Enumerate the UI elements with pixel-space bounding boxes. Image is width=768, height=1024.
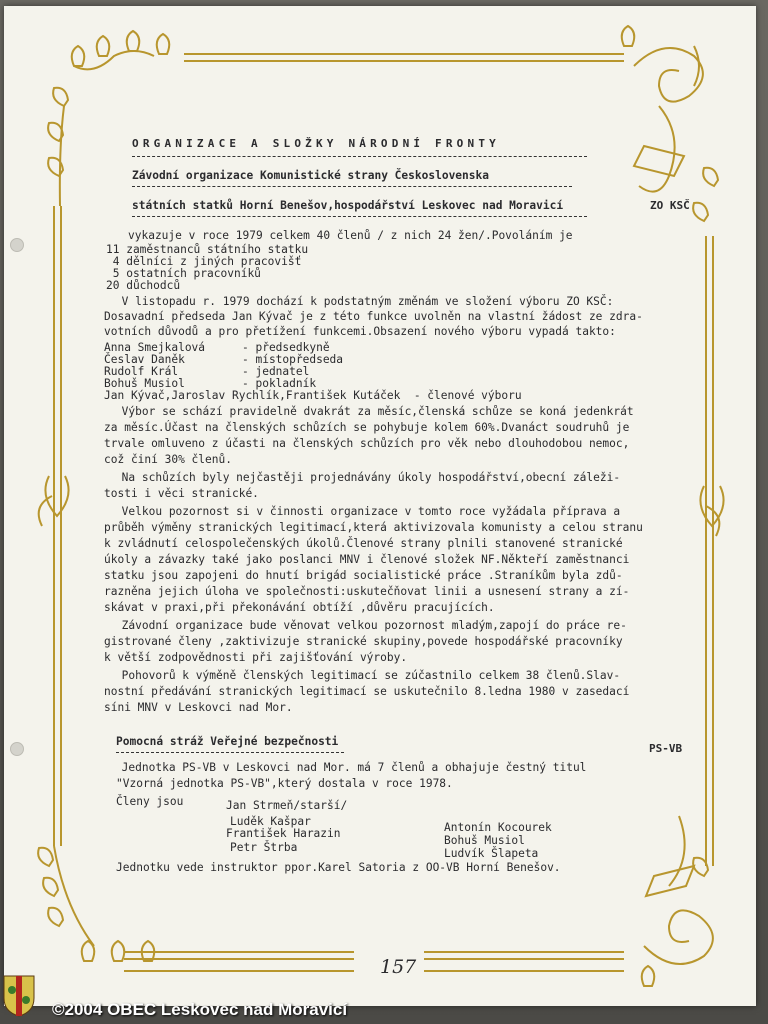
committee-role-1: - předsedkyně — [242, 341, 330, 354]
committee-role-3: - jednatel — [242, 365, 310, 378]
para5-line-3: k větší zodpovědnosti při zajišťování výroby. — [104, 651, 408, 664]
committee-role-2: - místopředseda — [242, 353, 344, 366]
para7-line-1: Jednotka PS-VB v Leskovci nad Mor. má 7 členů a obhajuje čestný titul — [88, 761, 587, 774]
member-right-1: Antonín Kocourek — [444, 821, 552, 834]
copyright-text: ©2004 OBEC Leskovec nad Moravicí — [52, 1000, 348, 1019]
member-left-4: Petr Štrba — [230, 841, 298, 854]
para6-line-3: síni MNV v Leskovci nad Mor. — [104, 701, 293, 714]
committee-name-4: Bohuš Musiol — [104, 377, 185, 390]
page-number: 157 — [380, 956, 417, 978]
subtitle-organization: Závodní organizace Komunistické strany Československa — [132, 169, 489, 182]
employment-4: 20 důchodců — [106, 279, 181, 292]
document-title: ORGANIZACE A SLOŽKY NÁRODNÍ FRONTY — [132, 137, 500, 150]
committee-name-1: Anna Smejkalová — [104, 341, 206, 354]
para4-line-3: k zvládnutí celospolečenských úkolů.Členové strany plnili stanovené stranické — [104, 537, 623, 550]
municipality-coat-of-arms-icon — [2, 974, 36, 1018]
para4-line-7: skávat v praxi,při překonávání obtíží ,důvěru pracujících. — [104, 601, 495, 614]
para3-line-1: Na schůzích byly nejčastěji projednávány úkoly hospodářství,obecní záleži- — [88, 471, 621, 484]
para2-line-1: Výbor se schází pravidelně dvakrát za měsíc,členská schůze se koná jedenkrát — [88, 405, 634, 418]
document-page — [4, 6, 756, 1006]
para4-line-4: úkoly a závazky také jako poslanci MNV i členové složek NF.Někteří zaměstnanci — [104, 553, 630, 566]
para2-line-3: trvale omluveno z účasti na členských schůzích pro věk nebo dlouhodobou nemoc, — [104, 437, 630, 450]
margin-note-ps-vb: PS-VB — [649, 742, 683, 755]
para4-line-6: razněna jejich úloha ve společnosti:uskutečňovat linii a usnesení strany a zí- — [104, 585, 630, 598]
members-label: Členy jsou — [116, 795, 184, 808]
para2-line-2: za měsíc.Účast na členských schůzích se pohybuje kolem 60%.Dvanáct soudruhů je — [104, 421, 630, 434]
section2-rule — [116, 752, 344, 753]
committee-name-2: Česlav Daněk — [104, 353, 185, 366]
committee-role-4: - pokladník — [242, 377, 317, 390]
title-rule — [132, 156, 587, 157]
member-left-3: František Harazin — [226, 827, 341, 840]
para4-line-5: statku jsou zapojeni do hnutí brigád socialistické práce .Straníkům byla zdů- — [104, 569, 623, 582]
employment-2: 4 dělníci z jiných pracovišť — [106, 255, 302, 268]
margin-note-zo-ksc: ZO KSČ — [650, 199, 690, 212]
para3-line-2: tosti i věci stranické. — [104, 487, 259, 500]
subtitle-rule-1 — [132, 186, 572, 187]
para6-line-1: Pohovorů k výměně členských legitimací se zúčastnilo celkem 38 členů.Slav- — [88, 669, 621, 682]
para6-line-2: nostní předávání stranických legitimací se uskutečnilo 8.ledna 1980 v zasedací — [104, 685, 630, 698]
subtitle-rule-2 — [132, 216, 587, 217]
committee-name-3: Rudolf Král — [104, 365, 179, 378]
para7-line-2: "Vzorná jednotka PS-VB",který dostala v roce 1978. — [116, 777, 453, 790]
para5-line-2: gistrované členy ,zaktivizuje stranické skupiny,povede hospodářské pracovníky — [104, 635, 623, 648]
committee-members-line: Jan Kývač,Jaroslav Rychlík,František Kutáček - členové výboru — [104, 389, 522, 402]
photo-footer — [0, 996, 768, 1024]
para5-line-1: Závodní organizace bude věnovat velkou pozornost mladým,zapojí do práce re- — [88, 619, 627, 632]
member-left-1: Jan Strmeň/starší/ — [226, 799, 348, 812]
section2-title: Pomocná stráž Veřejné bezpečnosti — [116, 735, 339, 748]
intro-line: vykazuje v roce 1979 celkem 40 členů / z nich 24 žen/.Povoláním je — [128, 229, 573, 242]
subtitle-state-farms: státních statků Horní Benešov,hospodářství Leskovec nad Moravicí — [132, 199, 564, 212]
para1-line-3: votních důvodů a pro přetížení funkcemi.Obsazení nového výboru vypadá takto: — [104, 325, 616, 338]
para1-line-2: Dosavadní předseda Jan Kývač je z této funkce uvolněn na vlastní žádost ze zdra- — [104, 310, 643, 323]
employment-1: 11 zaměstnanců státního statku — [106, 243, 309, 256]
employment-3: 5 ostatních pracovníků — [106, 267, 261, 280]
member-left-2: Luděk Kašpar — [230, 815, 311, 828]
member-right-2: Bohuš Musiol — [444, 834, 525, 847]
para1-line-1: V listopadu r. 1979 dochází k podstatným změnám ve složení výboru ZO KSČ: — [88, 295, 614, 308]
member-right-3: Ludvík Šlapeta — [444, 847, 539, 860]
para2-line-4: což činí 30% členů. — [104, 453, 232, 466]
para4-line-1: Velkou pozornost si v činnosti organizace v tomto roce vyžádala příprava a — [88, 505, 621, 518]
para4-line-2: průběh výměny stranických legitimací,která aktivizovala komunisty a celou stranu — [104, 521, 643, 534]
closing-line: Jednotku vede instruktor ppor.Karel Satoria z OO-VB Horní Benešov. — [116, 861, 561, 874]
